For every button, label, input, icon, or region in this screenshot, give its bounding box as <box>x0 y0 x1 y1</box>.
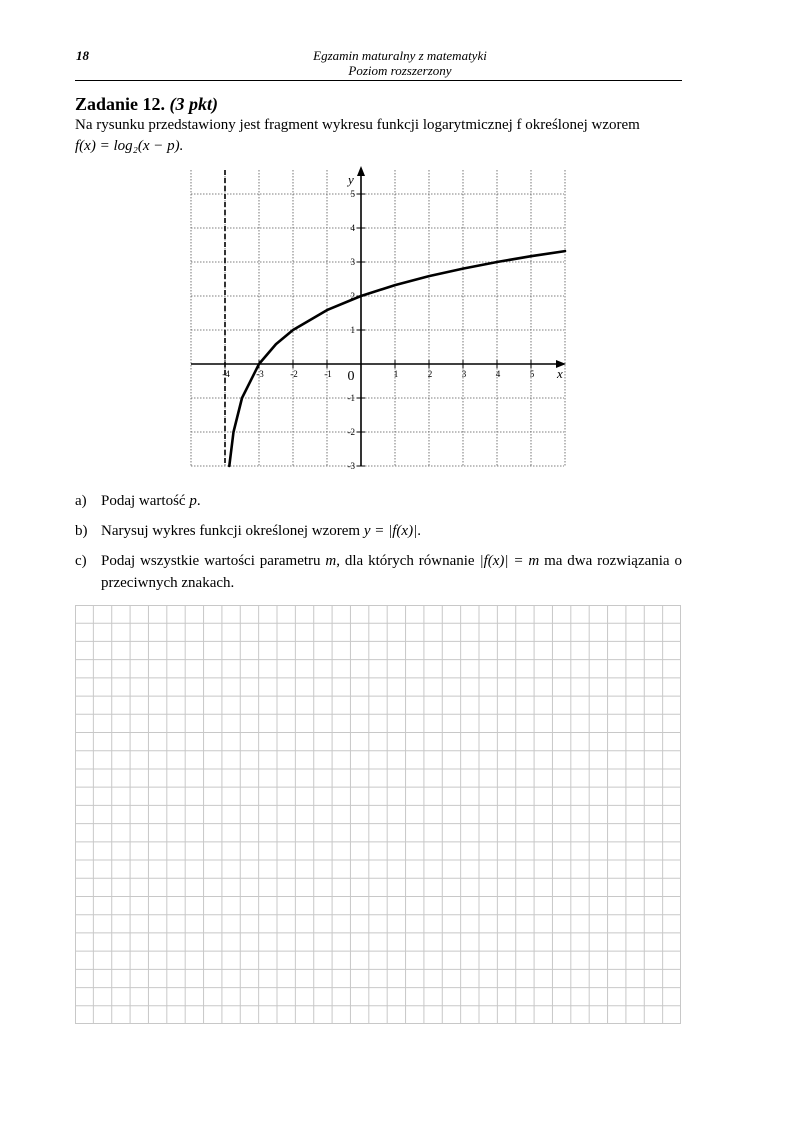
x-tick-label: 2 <box>427 369 433 379</box>
question-c-equation: |f(x)| = m <box>479 553 540 569</box>
y-tick-label: 2 <box>350 291 355 301</box>
question-a-text <box>101 490 682 512</box>
question-a <box>75 490 682 512</box>
function-curve <box>229 251 565 466</box>
task-title <box>75 94 218 115</box>
x-tick-label: -4 <box>222 369 230 379</box>
questions-list <box>75 490 682 602</box>
x-tick-label: 3 <box>461 369 467 379</box>
question-b <box>75 520 682 542</box>
exam-header <box>180 48 620 78</box>
page-number: 18 <box>76 48 89 63</box>
function-graph <box>180 160 570 475</box>
question-a-label: a) <box>75 493 87 509</box>
question-c-text <box>101 550 682 594</box>
question-c-text-1: Podaj wszystkie wartości parametru <box>101 553 326 569</box>
question-c-text-2: , dla których równanie <box>336 553 480 569</box>
question-c <box>75 550 682 594</box>
y-tick-label: 3 <box>350 257 355 267</box>
question-a-text-1: Podaj wartość <box>101 493 190 509</box>
question-b-text <box>101 520 682 542</box>
question-b-text-2: . <box>417 523 421 539</box>
task-points: (3 pkt) <box>169 94 219 114</box>
question-b-label: b) <box>75 523 88 539</box>
question-c-text-3: ma dwa rozwiązania o przeciwnych znakach. <box>101 553 682 591</box>
y-tick-label: 5 <box>350 189 355 199</box>
task-title-text: Zadanie 12. <box>75 94 166 114</box>
y-tick-label: -2 <box>347 427 355 437</box>
task-intro: Na rysunku przedstawiony jest fragment wykresu funkcji logarytmicznej f określonej wzorem <box>75 117 640 133</box>
x-tick-label: 0 <box>347 369 355 384</box>
question-b-formula: y = |f(x)| <box>363 523 418 539</box>
question-c-var-m: m <box>325 553 337 569</box>
question-a-var-p: p <box>189 493 197 509</box>
question-b-text-1: Narysuj wykres funkcji określonej wzorem <box>101 523 364 539</box>
x-axis-label: x <box>557 366 563 381</box>
question-c-label: c) <box>75 553 87 569</box>
y-tick-label: 1 <box>350 325 355 335</box>
y-axis-arrow <box>357 166 365 176</box>
x-tick-label: 1 <box>393 369 399 379</box>
x-tick-label: 4 <box>495 369 501 379</box>
x-tick-label: 5 <box>529 369 535 379</box>
x-tick-label: -3 <box>256 369 264 379</box>
answer-grid[interactable] <box>75 605 681 1024</box>
y-tick-label: 4 <box>350 223 355 233</box>
header-rule <box>75 80 682 81</box>
x-tick-label: -1 <box>324 369 332 379</box>
header-title-line2: Poziom rozszerzony <box>348 63 452 78</box>
y-axis-label: y <box>348 172 354 187</box>
x-tick-label: -2 <box>290 369 298 379</box>
header-title-line1: Egzamin maturalny z matematyki <box>313 48 487 63</box>
task-formula: f(x) = log₂(x − p). <box>75 138 184 154</box>
question-a-text-2: . <box>196 493 201 509</box>
y-tick-label: -3 <box>347 461 355 471</box>
y-tick-label: -1 <box>347 393 355 403</box>
